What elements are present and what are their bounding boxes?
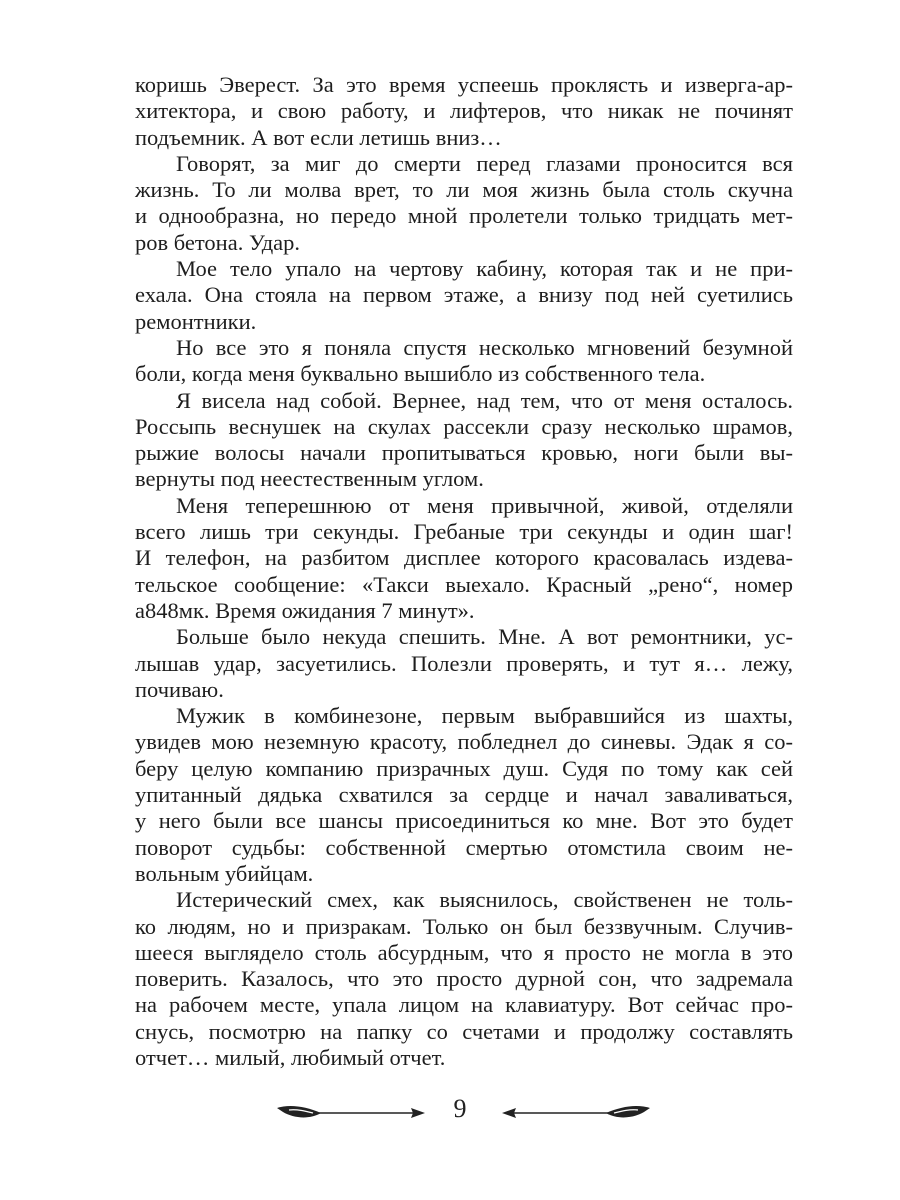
page-number: 9 (453, 1094, 467, 1123)
text-line: увидев мою неземную красоту, побледнел до синевы. Эдак я со- (135, 729, 793, 755)
body-text (135, 72, 793, 1071)
text-line: вернуты под неестественным углом. (135, 466, 484, 492)
text-line: Но все это я поняла спустя несколько мгновений безумной (176, 334, 793, 360)
text-line: Я висела над собой. Вернее, над тем, что от меня осталось. (176, 387, 793, 413)
text-line: у него были все шансы присоединиться ко мне. Вот это будет (135, 808, 793, 834)
paragraph (135, 151, 793, 256)
text-line: хитектора, и свою работу, и лифтеров, что никак не починят (135, 98, 793, 124)
text-line: ров бетона. Удар. (135, 229, 301, 255)
page-footer (0, 1092, 900, 1132)
paragraph (135, 335, 793, 388)
text-line: Меня теперешнюю от меня привычной, живой, отделяли (176, 492, 793, 518)
text-line: Россыпь веснушек на скулах рассекли сразу несколько шрамов, (135, 413, 793, 439)
text-line: Больше было некуда спешить. Мне. А вот ремонтники, ус- (176, 624, 793, 650)
text-line: упитанный дядька схватился за сердце и начал заваливаться, (135, 782, 793, 808)
text-line: отчет… милый, любимый отчет. (135, 1044, 446, 1070)
text-line: И телефон, на разбитом дисплее которого красовалась издева- (135, 545, 793, 571)
paragraph (135, 388, 793, 493)
text-line: Истерический смех, как выяснилось, свойственен не толь- (176, 887, 793, 913)
text-line: поворот судьбы: собственной смертью отомстила своим не- (135, 834, 793, 860)
paragraph (135, 72, 793, 151)
text-line: коришь Эверест. За это время успеешь проклясть и изверга-ар- (135, 72, 793, 97)
paragraph (135, 887, 793, 1071)
text-line: ехала. Она стояла на первом этаже, а внизу под ней суетились (135, 282, 793, 308)
text-line: Говорят, за миг до смерти перед глазами проносится вся (176, 150, 793, 176)
text-line: шееся выглядело столь абсурдным, что я просто не могла в это (135, 939, 793, 965)
text-line: беру целую компанию призрачных душ. Судя по тому как сей (135, 755, 793, 781)
text-line: всего лишь три секунды. Гребаные три секунды и один шаг! (135, 519, 793, 545)
paragraph (135, 703, 793, 887)
paragraph (135, 624, 793, 703)
text-line: жизнь. То ли молва врет, то ли моя жизнь была столь скучна (135, 177, 793, 203)
text-line: и однообразна, но передо мной пролетели только тридцать мет- (135, 203, 793, 229)
text-line: а848мк. Время ожидания 7 минут». (135, 597, 475, 623)
text-line: вольным убийцам. (135, 860, 314, 886)
text-line: на рабочем месте, упала лицом на клавиатуру. Вот сейчас про- (135, 992, 793, 1018)
left-feather-arrow-icon (275, 1100, 427, 1126)
text-line: ремонтники. (135, 308, 257, 334)
text-line: подъемник. А вот если летишь вниз… (135, 124, 502, 150)
text-line: почиваю. (135, 676, 224, 702)
text-line: боли, когда меня буквально вышибло из собственного тела. (135, 361, 706, 387)
paragraph (135, 256, 793, 335)
text-line: ко людям, но и призракам. Только он был беззвучным. Случив- (135, 913, 793, 939)
text-line: поверить. Казалось, что это просто дурной сон, что задремала (135, 966, 793, 992)
text-line: лышав удар, засуетились. Полезли проверять, и тут я… лежу, (135, 650, 793, 676)
text-line: Мое тело упало на чертову кабину, которая так и не при- (176, 256, 793, 282)
text-line: тельское сообщение: «Такси выехало. Красный „рено“, номер (135, 571, 793, 597)
right-feather-arrow-icon (500, 1100, 652, 1126)
paragraph (135, 493, 793, 624)
text-line: снусь, посмотрю на папку со счетами и продолжу составлять (135, 1018, 793, 1044)
text-line: Мужик в комбинезоне, первым выбравшийся из шахты, (176, 703, 793, 729)
text-line: рыжие волосы начали пропитываться кровью, ноги были вы- (135, 440, 793, 466)
